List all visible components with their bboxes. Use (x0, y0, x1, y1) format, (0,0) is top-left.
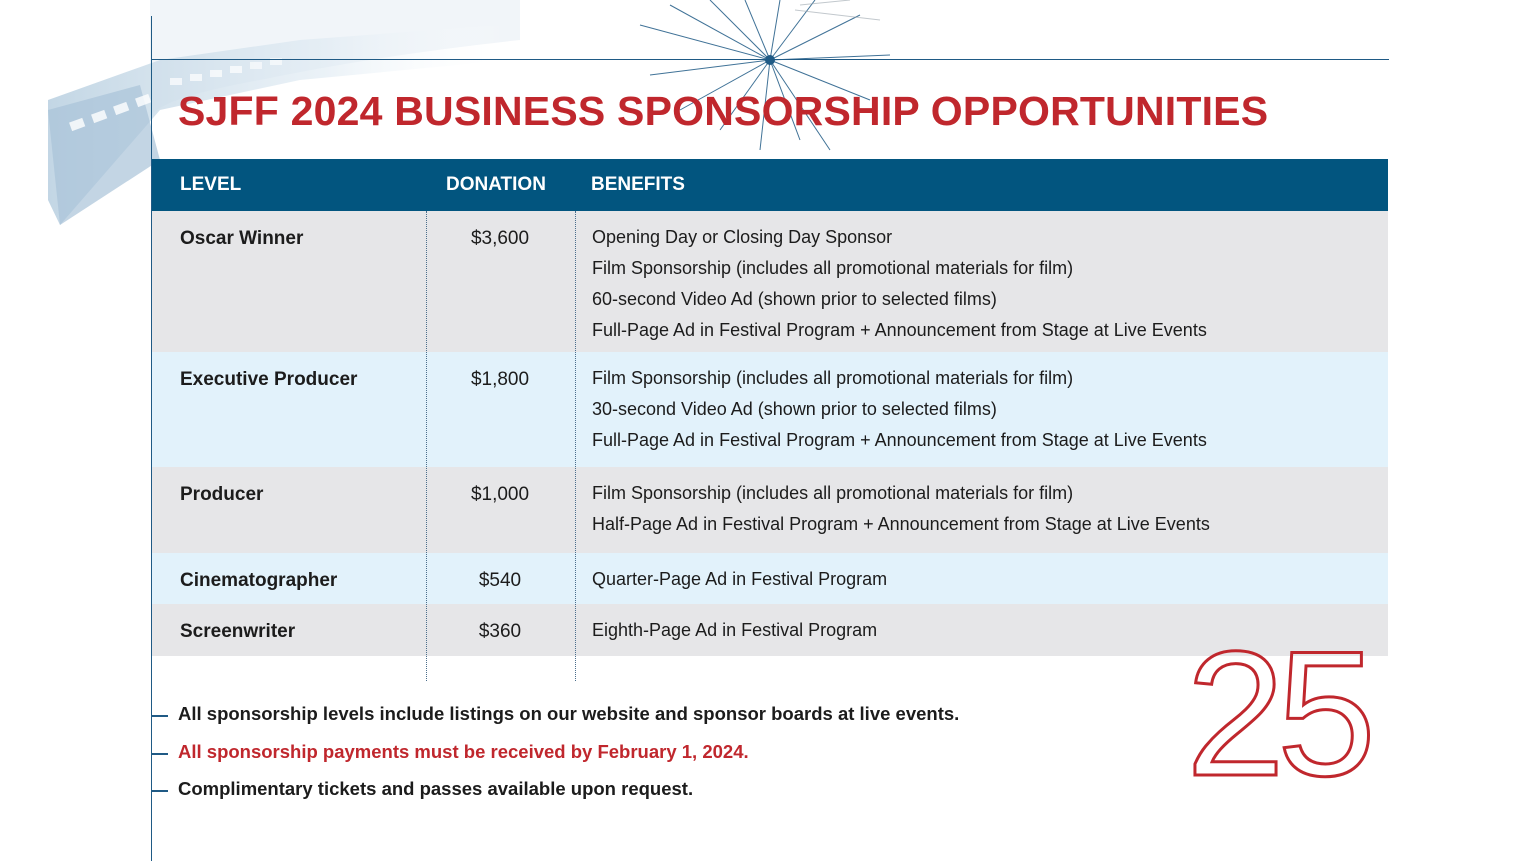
table-row-cinematographer (152, 553, 1388, 604)
note-text: All sponsorship levels include listings on our website and sponsor boards at live events. (178, 703, 960, 724)
sponsorship-table (152, 159, 1388, 656)
benefit-item: Film Sponsorship (includes all promotional materials for film) (592, 368, 1074, 388)
note-text: All sponsorship payments must be received by February 1, 2024. (178, 740, 749, 762)
benefits-list (592, 569, 887, 600)
benefit-item: Film Sponsorship (includes all promotional materials for film) (592, 258, 1074, 278)
benefit-item: Half-Page Ad in Festival Program + Announcement from Stage at Live Events (592, 514, 1210, 534)
starburst-graphic (630, 0, 910, 160)
header-benefits: BENEFITS (591, 174, 685, 195)
table-row-producer (152, 467, 1388, 553)
donation-amount: $360 (478, 621, 522, 642)
level-name: Executive Producer (180, 369, 358, 390)
table-row-executive-producer (152, 352, 1388, 467)
note-text: Complimentary tickets and passes available upon request. (178, 778, 694, 799)
benefit-item: Full-Page Ad in Festival Program + Announcement from Stage at Live Events (592, 430, 1207, 450)
benefits-list (592, 368, 1207, 461)
dash-bullet (152, 753, 168, 755)
header-level: LEVEL (180, 174, 242, 195)
benefits-list (592, 620, 877, 651)
frame-horizontal-rule (151, 59, 1389, 60)
level-name: Oscar Winner (180, 228, 304, 249)
benefit-item: Quarter-Page Ad in Festival Program (592, 569, 888, 589)
donation-amount: $540 (478, 570, 522, 591)
dash-bullet (152, 715, 168, 717)
column-divider (426, 211, 427, 681)
benefits-list (592, 227, 1207, 351)
donation-amount: $3,600 (470, 228, 530, 249)
benefit-item: Film Sponsorship (includes all promotional materials for film) (592, 483, 1074, 503)
svg-text:25: 25 (1186, 625, 1368, 795)
benefit-item: Full-Page Ad in Festival Program + Announcement from Stage at Live Events (592, 320, 1207, 340)
donation-amount: $1,800 (470, 369, 530, 390)
benefit-item: 30-second Video Ad (shown prior to selected films) (592, 399, 997, 419)
level-name: Producer (180, 484, 264, 505)
level-name: Cinematographer (180, 570, 338, 591)
anniversary-25-graphic (1184, 625, 1404, 795)
benefit-item: Eighth-Page Ad in Festival Program (592, 620, 878, 640)
benefit-item: Opening Day or Closing Day Sponsor (592, 227, 893, 247)
table-row-oscar-winner (152, 211, 1388, 352)
level-name: Screenwriter (180, 621, 296, 642)
page-title: SJFF 2024 BUSINESS SPONSORSHIP OPPORTUNITIES (178, 88, 1269, 134)
column-divider (575, 211, 576, 681)
dash-bullet (152, 790, 168, 792)
header-donation: DONATION (446, 174, 546, 195)
table-header (152, 159, 1388, 211)
benefits-list (592, 483, 1210, 545)
benefit-item: 60-second Video Ad (shown prior to selected films) (592, 289, 997, 309)
donation-amount: $1,000 (470, 484, 530, 505)
